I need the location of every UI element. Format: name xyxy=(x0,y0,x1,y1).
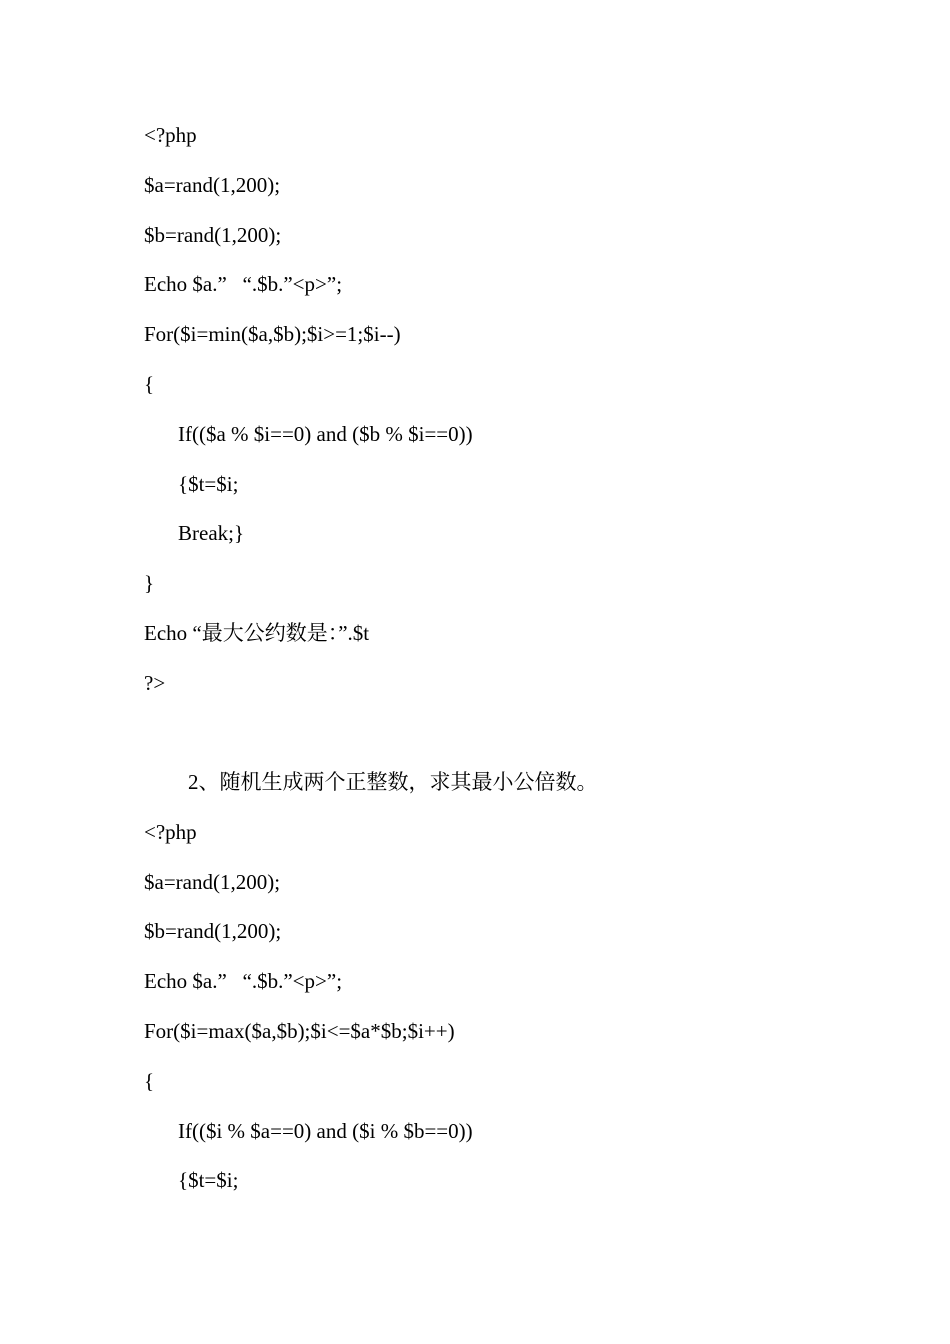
section-heading: 2、随机生成两个正整数，求其最小公倍数。 xyxy=(188,770,598,794)
code-line: } xyxy=(144,571,155,596)
code-line: $a=rand(1,200); xyxy=(144,869,281,894)
code-snippet-lcm xyxy=(144,758,864,1206)
code-line: $b=rand(1,200); xyxy=(144,222,282,247)
code-line: { xyxy=(144,1068,155,1093)
code-line: If(($i % $a==0) and ($i % $b==0)) xyxy=(178,1118,473,1143)
code-line: { xyxy=(144,371,155,396)
code-line: For($i=min($a,$b);$i>=1;$i--) xyxy=(144,322,401,347)
code-line: Echo $a.” “.$b.”<p>”; xyxy=(144,272,343,297)
code-line: $a=rand(1,200); xyxy=(144,172,281,197)
code-snippet-gcd xyxy=(144,111,864,709)
code-line: <?php xyxy=(144,123,197,147)
code-line: <?php xyxy=(144,819,197,844)
code-line: {$t=$i; xyxy=(178,471,239,496)
code-line: Break;} xyxy=(178,521,245,546)
code-line: ?> xyxy=(144,670,166,695)
code-line: $b=rand(1,200); xyxy=(144,919,282,944)
code-line: If(($a % $i==0) and ($b % $i==0)) xyxy=(178,421,473,446)
code-line: {$t=$i; xyxy=(178,1168,239,1193)
code-line: For($i=max($a,$b);$i<=$a*$b;$i++) xyxy=(144,1018,455,1043)
code-line: Echo $a.” “.$b.”<p>”; xyxy=(144,969,343,994)
code-line: Echo “最大公约数是：”.$t xyxy=(144,620,370,645)
